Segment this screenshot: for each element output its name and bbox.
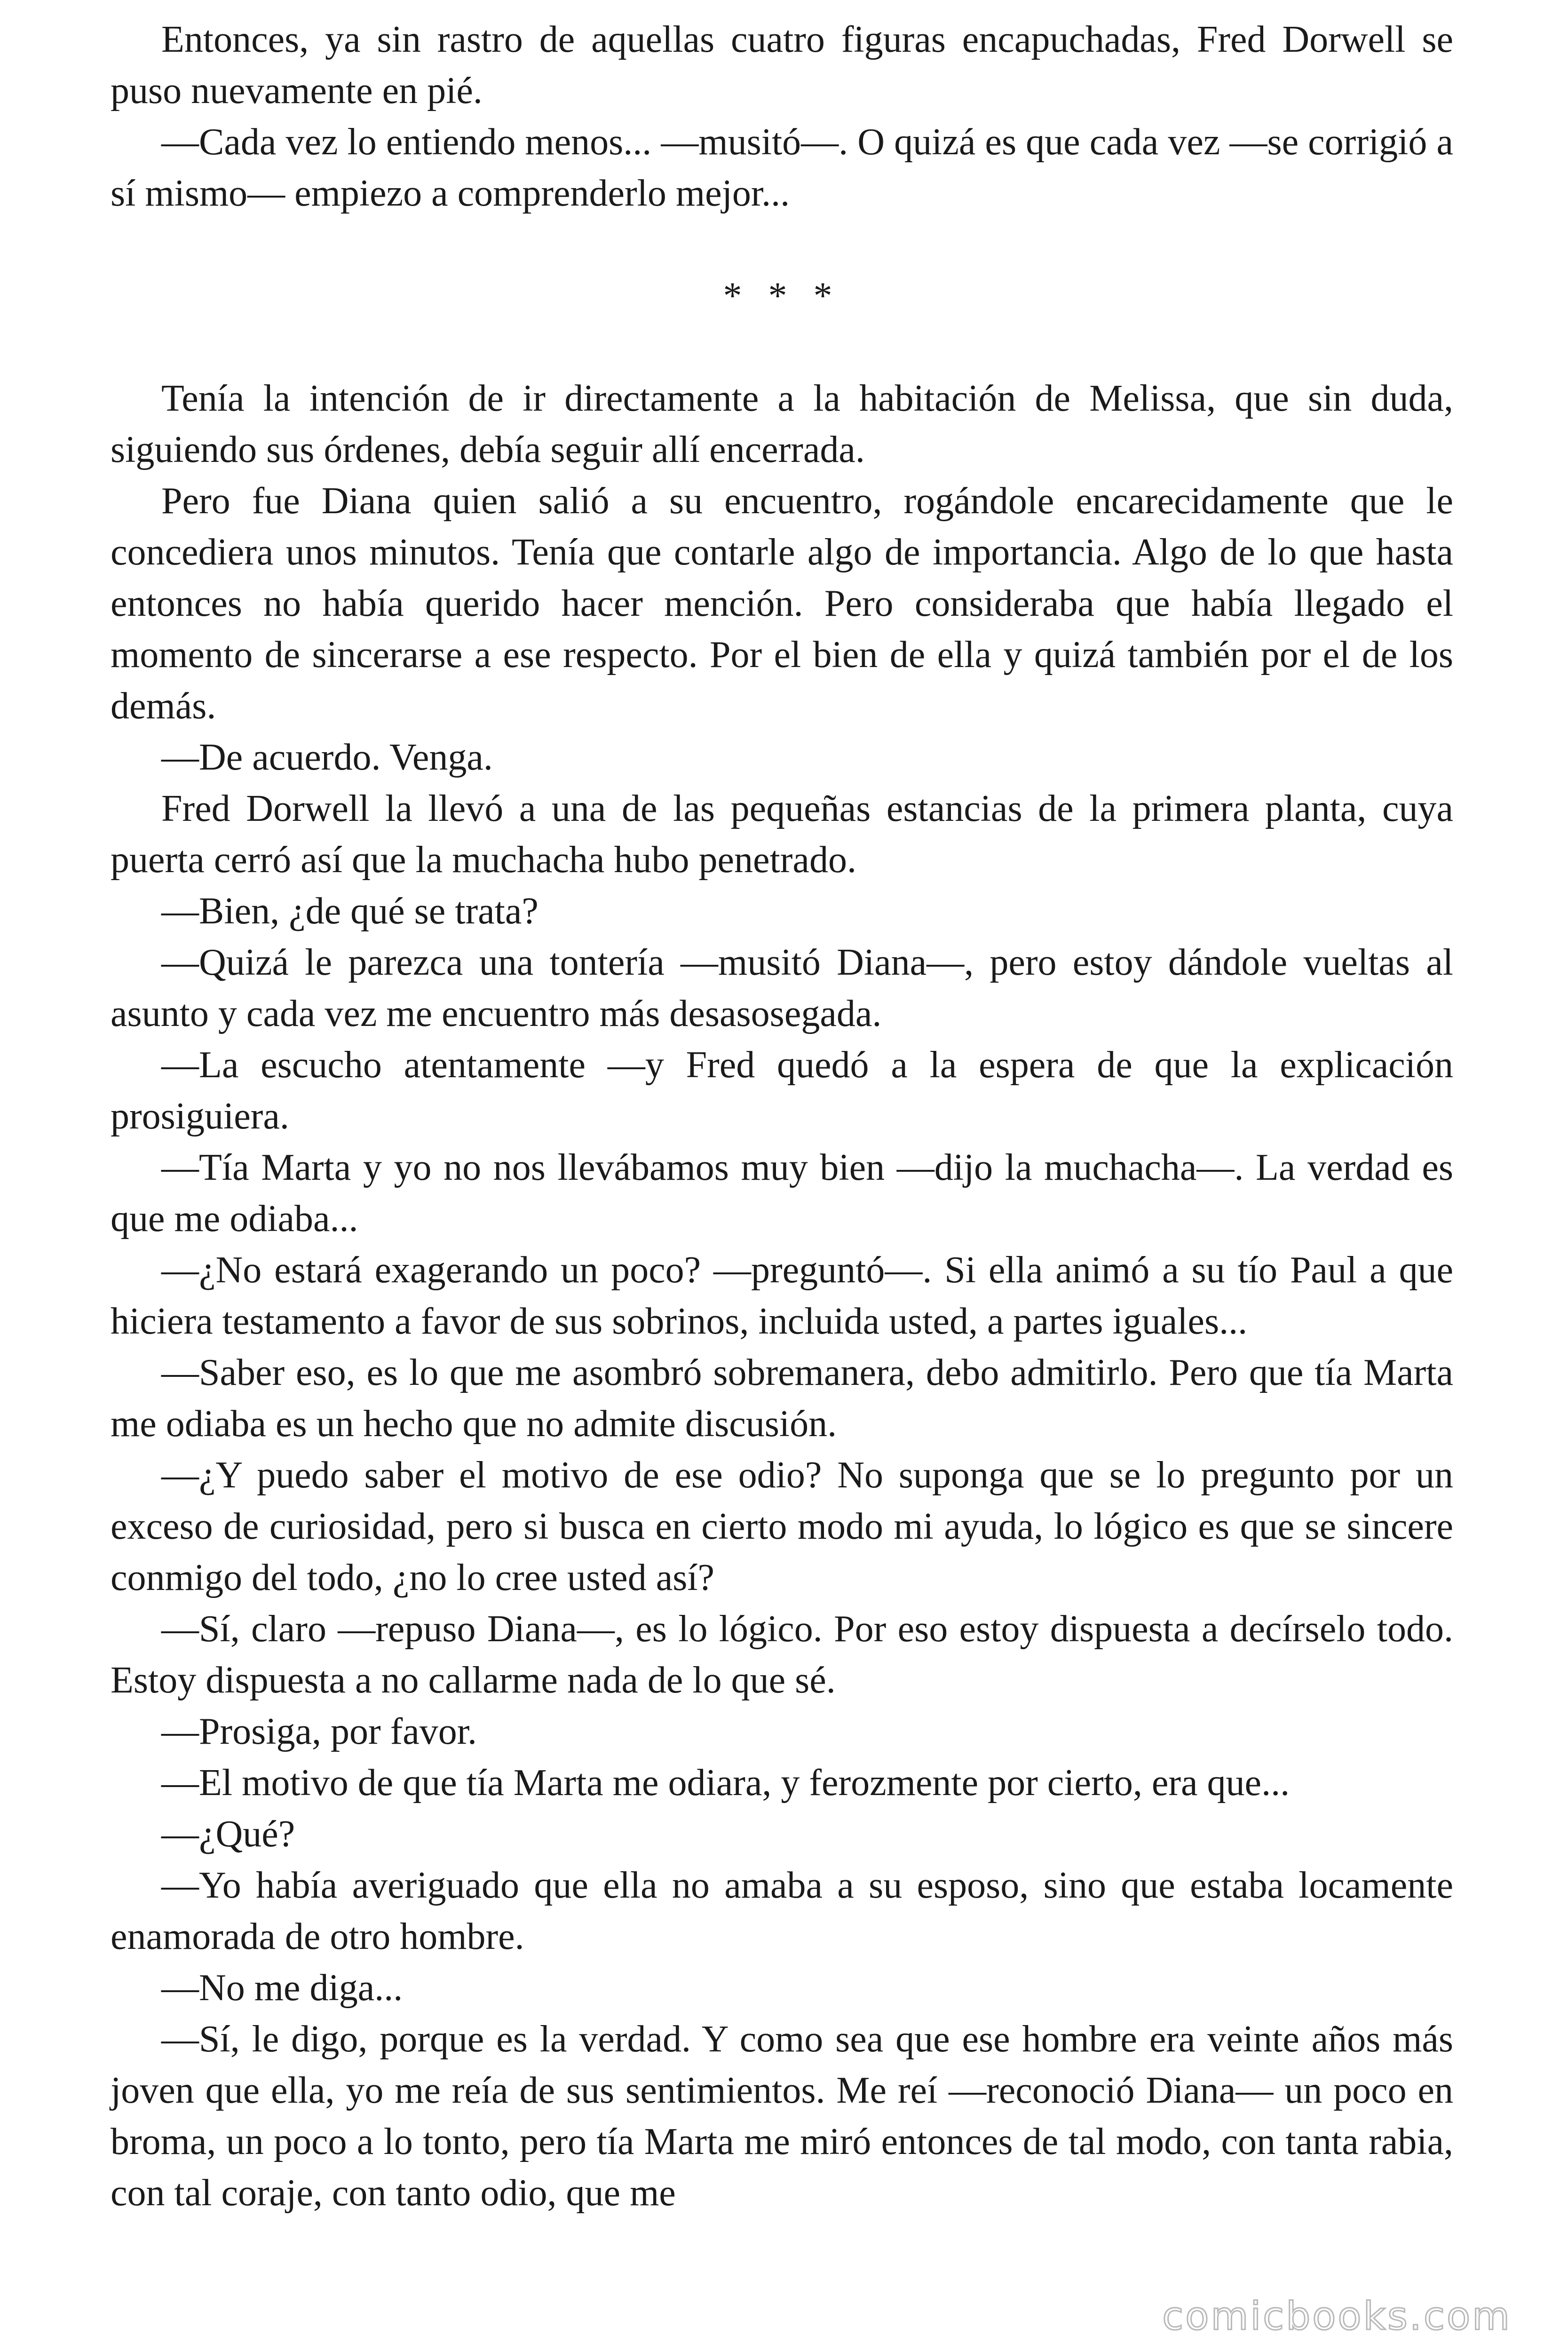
paragraph: —¿Y puedo saber el motivo de ese odio? No suponga que se lo pregunto por un exceso de curiosidad, pero si busca en cierto modo mi ayuda, lo lógico es que se sincere conmigo del todo, ¿no lo cree usted así? (111, 1454, 1453, 1598)
paragraph: —Sí, le digo, porque es la verdad. Y como sea que ese hombre era veinte años más joven que ella, yo me reía de sus sentimientos. Me reí —reconoció Diana— un poco en broma, un poco a lo tonto, pero tía Marta me miró entonces de tal modo, con tanta rabia, con tal coraje, con tanto odio, que me (111, 2018, 1453, 2214)
paragraph: Entonces, ya sin rastro de aquellas cuatro figuras encapuchadas, Fred Dorwell se puso nuevamente en pié. (111, 19, 1453, 111)
paragraph: —El motivo de que tía Marta me odiara, y ferozmente por cierto, era que... (161, 1762, 1290, 1804)
paragraph: Pero fue Diana quien salió a su encuentro, rogándole encarecidamente que le concediera unos minutos. Tenía que contarle algo de importancia. Algo de lo que hasta entonces no había querido hacer mención. Pero consideraba que había llegado el momento de sincerarse a ese respecto. Por el bien de ella y quizá también por el de los demás. (111, 480, 1453, 727)
watermark: comicbooks.com (1162, 2294, 1512, 2339)
paragraph: —Cada vez lo entiendo menos... —musitó—. O quizá es que cada vez —se corrigió a sí mismo— empiezo a comprenderlo mejor... (111, 121, 1453, 214)
paragraph: —Tía Marta y yo no nos llevábamos muy bien —dijo la muchacha—. La verdad es que me odiaba... (111, 1147, 1453, 1240)
paragraph: —No me diga... (161, 1967, 403, 2009)
book-page (111, 14, 1453, 2219)
paragraph: —¿Qué? (161, 1813, 295, 1855)
paragraph: —Yo había averiguado que ella no amaba a su esposo, sino que estaba locamente enamorada de otro hombre. (111, 1865, 1453, 1957)
paragraph: —Saber eso, es lo que me asombró sobremanera, debo admitirlo. Pero que tía Marta me odiaba es un hecho que no admite discusión. (111, 1352, 1453, 1445)
paragraph: Tenía la intención de ir directamente a la habitación de Melissa, que sin duda, siguiendo sus órdenes, debía seguir allí encerrada. (111, 378, 1453, 470)
paragraph: —Quizá le parezca una tontería —musitó Diana—, pero estoy dándole vueltas al asunto y cada vez me encuentro más desasosegada. (111, 942, 1453, 1034)
paragraph: —Bien, ¿de qué se trata? (161, 890, 539, 932)
paragraph: —Prosiga, por favor. (161, 1711, 477, 1752)
paragraph: —De acuerdo. Venga. (161, 737, 493, 778)
section-break: * * * (723, 275, 841, 317)
paragraph: —La escucho atentamente —y Fred quedó a la espera de que la explicación prosiguiera. (111, 1044, 1453, 1137)
paragraph: —Sí, claro —repuso Diana—, es lo lógico. Por eso estoy dispuesta a decírselo todo. Estoy dispuesta a no callarme nada de lo que sé. (111, 1608, 1453, 1701)
paragraph: —¿No estará exagerando un poco? —preguntó—. Si ella animó a su tío Paul a que hiciera testamento a favor de sus sobrinos, incluida usted, a partes iguales... (111, 1249, 1453, 1342)
paragraph: Fred Dorwell la llevó a una de las pequeñas estancias de la primera planta, cuya puerta cerró así que la muchacha hubo penetrado. (111, 788, 1453, 881)
